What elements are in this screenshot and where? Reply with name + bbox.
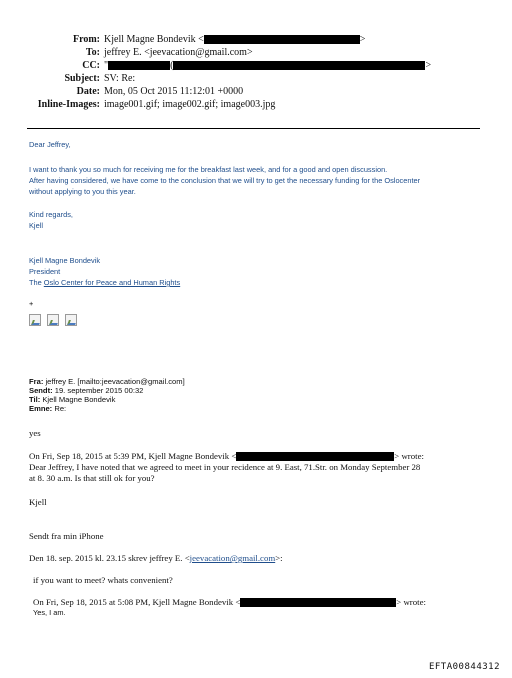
org-link[interactable]: Oslo Center for Peace and Human Rights: [43, 278, 181, 287]
redaction-bar: [108, 61, 170, 70]
quoted-sent: Sendt: 19. september 2015 00:32: [29, 386, 144, 395]
from-tail: >: [359, 34, 366, 45]
quoted-signoff: Kjell: [29, 497, 47, 507]
closing: Kind regards,: [29, 210, 73, 219]
signature-name: Kjell Magne Bondevik: [29, 256, 101, 265]
message-line: After having considered, we have come to the conclusion that we will try to get the necessary funding for the Oslocenter: [29, 176, 421, 185]
inline-images-value: image001.gif; image002.gif; image003.jpg: [104, 99, 276, 110]
message-line: I want to thank you so much for receiving me for the breakfast last week, and for a good and open discussion.: [29, 165, 388, 174]
quoted-line: at 8. 30 a.m. Is that still ok for you?: [29, 473, 155, 483]
cc-label: CC:: [82, 60, 100, 71]
signature-org: The Oslo Center for Peace and Human Rights: [29, 278, 181, 287]
message-line: without applying to you this year.: [29, 187, 136, 196]
broken-image-icon: [29, 314, 41, 326]
inline-images-label: Inline-Images:: [37, 99, 100, 110]
reply-yes: yes: [29, 428, 41, 438]
cc-mid: (: [170, 60, 174, 71]
broken-image-icon: [65, 314, 77, 326]
signoff: Kjell: [29, 221, 43, 230]
greeting: Dear Jeffrey,: [29, 140, 71, 149]
signature-plus: +: [29, 299, 34, 308]
cc-value: ": [104, 60, 109, 71]
quote-attribution: Den 18. sep. 2015 kl. 23.15 skrev jeffrey E. <jeevacation@gmail.com>:: [29, 553, 283, 563]
quoted-from: Fra: jeffrey E. [mailto:jeevacation@gmail.com]: [29, 377, 185, 386]
cc-tail: >: [425, 60, 432, 71]
date-value: Mon, 05 Oct 2015 11:12:01 +0000: [104, 86, 244, 97]
subject-value: SV: Re:: [104, 73, 136, 84]
redaction-bar: [240, 598, 396, 607]
document-id: EFTA00844312: [428, 662, 500, 672]
date-label: Date:: [76, 86, 100, 97]
quote-attribution: On Fri, Sep 18, 2015 at 5:08 PM, Kjell Magne Bondevik < > wrote:: [33, 597, 426, 607]
broken-image-icon: [47, 314, 59, 326]
header-divider: [27, 128, 480, 129]
redaction-bar: [236, 452, 394, 461]
quoted-reply: Yes, I am.: [33, 608, 66, 617]
from-value: Kjell Magne Bondevik <: [104, 34, 204, 45]
redaction-bar: [204, 35, 360, 44]
signature-title: President: [29, 267, 61, 276]
from-label: From:: [72, 34, 100, 45]
quoted-line: Dear Jeffrey, I have noted that we agreed to meet in your recidence at 9. East, 71.Str. on Monday September 28: [29, 462, 421, 472]
to-label: To:: [85, 47, 100, 58]
quoted-question: if you want to meet? whats convenient?: [33, 575, 173, 585]
quote-attribution: On Fri, Sep 18, 2015 at 5:39 PM, Kjell Magne Bondevik < > wrote:: [29, 451, 424, 461]
sent-from-iphone: Sendt fra min iPhone: [29, 531, 104, 541]
quoted-subject: Emne: Re:: [29, 404, 67, 413]
redaction-bar: [173, 61, 425, 70]
quoted-to: Til: Kjell Magne Bondevik: [29, 395, 116, 404]
subject-label: Subject:: [64, 73, 100, 84]
to-value: jeffrey E. <jeevacation@gmail.com>: [104, 47, 253, 58]
email-link[interactable]: jeevacation@gmail.com: [189, 553, 276, 563]
